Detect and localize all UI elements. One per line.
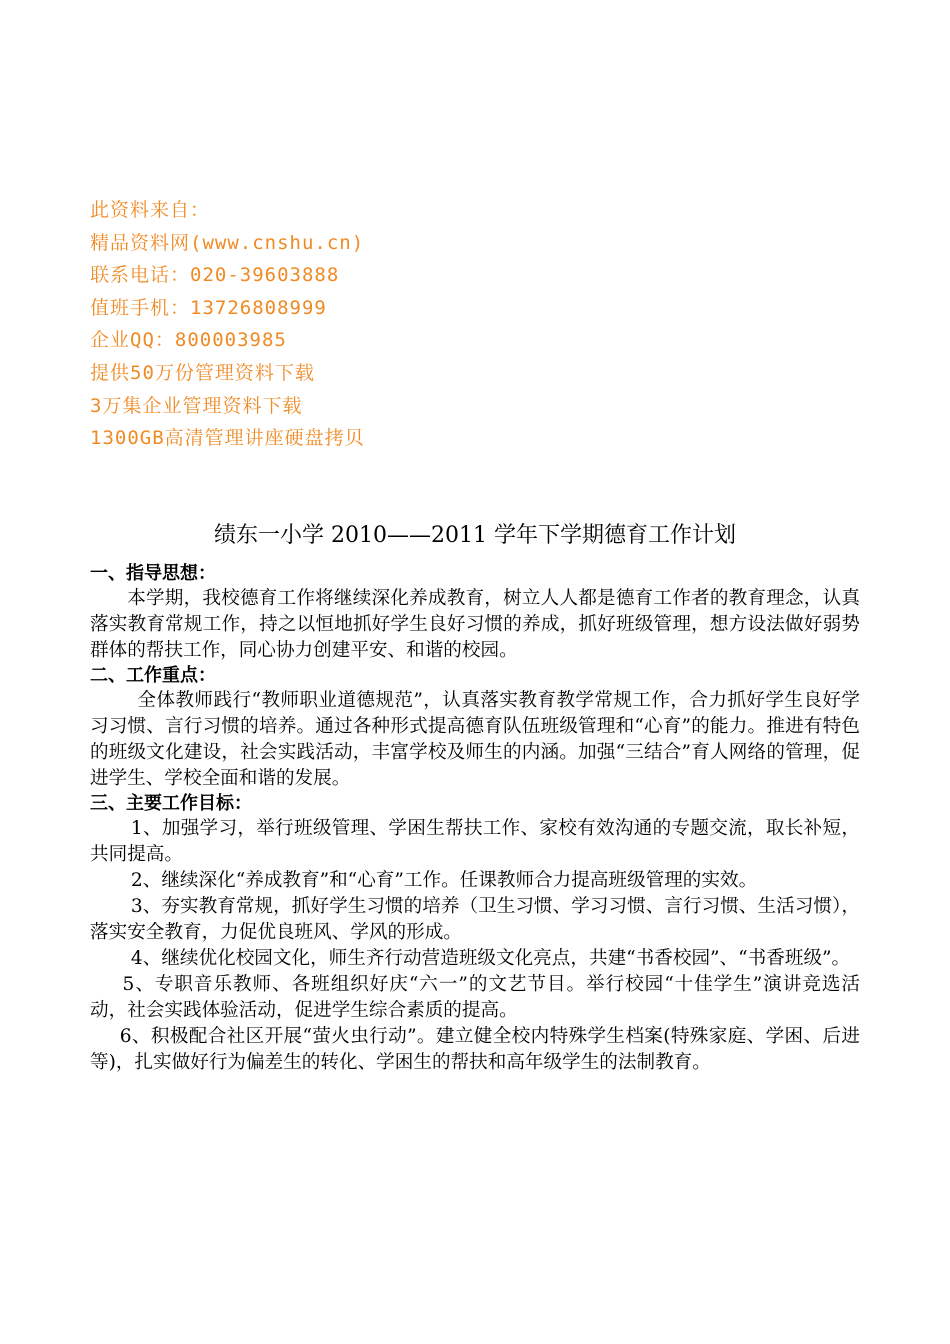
goal-item-3: 3、夯实教育常规，抓好学生习惯的培养（卫生习惯、学习习惯、言行习惯、生活习惯），落实安全教育，力促优良班风、学风的形成。 <box>90 896 860 943</box>
section-paragraph: 本学期，我校德育工作将继续深化养成教育，树立人人都是德育工作者的教育理念，认真落实教育常规工作，持之以恒地抓好学生良好习惯的养成，抓好班级管理，想方设法做好弱势群体的帮扶工作，同心协力创建平安、和谐的校园。 <box>90 588 860 661</box>
goal-item-5: 5、专职音乐教师、各班组织好庆“六一”的文艺节目。举行校园“十佳学生”演讲竞选活动，社会实践体验活动，促进学生综合素质的提高。 <box>90 974 860 1021</box>
section-main-goals <box>90 792 860 1076</box>
section-heading: 一、指导思想： <box>90 563 216 584</box>
goal-item-2: 2、继续深化“养成教育”和“心育”工作。任课教师合力提高班级管理的实效。 <box>130 870 758 891</box>
section-paragraph: 全体教师践行“教师职业道德规范”，认真落实教育教学常规工作，合力抓好学生良好学习习惯、言行习惯的培养。通过各种形式提高德育队伍班级管理和“心育”的能力。推进有特色的班级文化建设，社会实践活动，丰富学校及师生的内涵。加强“三结合”育人网络的管理，促进学生、学校全面和谐的发展。 <box>90 690 860 789</box>
goal-item-1: 1、加强学习，举行班级管理、学困生帮扶工作、家校有效沟通的专题交流，取长补短，共同提高。 <box>90 818 860 865</box>
section-heading: 二、工作重点： <box>90 665 216 686</box>
source-line: 此资料来自： <box>90 199 211 221</box>
goal-item-4: 4、继续优化校园文化，师生齐行动营造班级文化亮点，共建“书香校园”、“书香班级”。 <box>130 948 851 969</box>
offer-line-1: 提供50万份管理资料下载 <box>90 361 315 384</box>
section-work-focus <box>90 664 860 792</box>
qq-line: 企业QQ：800003985 <box>90 329 287 352</box>
phone-line: 联系电话：020-39603888 <box>90 264 340 287</box>
mobile-line: 值班手机：13726808999 <box>90 296 327 319</box>
offer-line-2: 3万集企业管理资料下载 <box>90 394 303 417</box>
goal-item-6: 6、积极配合社区开展“萤火虫行动”。建立健全校内特殊学生档案(特殊家庭、学困、后进等)，扎实做好行为偏差生的转化、学困生的帮扶和高年级学生的法制教育。 <box>90 1026 860 1073</box>
section-heading: 三、主要工作目标： <box>90 793 252 814</box>
document-body <box>90 518 860 1076</box>
offer-line-3: 1300GB高清管理讲座硬盘拷贝 <box>90 427 365 450</box>
source-info-block <box>90 194 365 455</box>
document-title: 绩东一小学 2010——2011 学年下学期德育工作计划 <box>214 523 736 548</box>
website-line: 精品资料网(www.cnshu.cn) <box>90 231 365 254</box>
section-guiding-thought <box>90 562 860 664</box>
